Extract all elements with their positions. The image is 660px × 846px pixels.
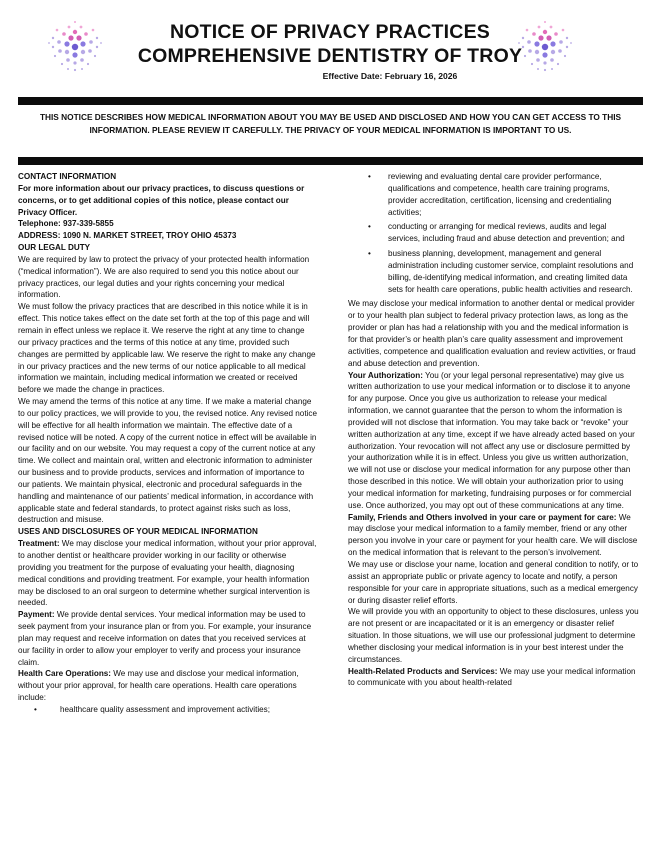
- family-label: Family, Friends and Others involved in your care or payment for care:: [348, 512, 617, 522]
- intro-statement: THIS NOTICE DESCRIBES HOW MEDICAL INFORMATION ABOUT YOU MAY BE USED AND DISCLOSED AND HOW YOU CAN GET ACCESS TO THIS INFORMATION. PLEASE REVIEW IT CAREFULLY. THE PRIVACY OF YOUR MEDICAL INFORMATION IS IMPORTANT TO US.: [39, 112, 622, 135]
- list-item: • conducting or arranging for medical reviews, audits and legal services, including fraud and abuse detection and prevention; and: [348, 221, 640, 245]
- hco-text: We may use and disclose your medical information, without your prior approval, for health care operations. Health care operations include:: [18, 669, 299, 703]
- list-item: • reviewing and evaluating dental care provider performance, qualifications and competence, health care training programs, provider accreditation, certification, licensing and credentialing activities;: [348, 171, 640, 218]
- legal-duty-paragraph-1: We are required by law to protect the privacy of your protected health information (“medical information”). We are also required to send you this notice about our privacy practices, our legal duties and your rights concerning your medical information.: [18, 254, 310, 300]
- divider-bar-top: [18, 97, 643, 105]
- treatment-text: We may disclose your medical information, without your prior approval, to another dentist or healthcare provider working in our facility or otherwise providing you treatment for the purpose of evaluating your health, diagnosing medical conditions and providing treatment. For example, your health information may be disclosed to an oral surgeon to determine whether surgical intervention is needed.: [18, 539, 317, 608]
- legal-duty-paragraph-3: We may amend the terms of this notice at any time. If we make a material change to our policy practices, we will provide to you, the revised notice. Any revised notice will be effective for all health information we maintain. The effective date of a revised notice will be noted. A copy of the current notice in effect will be available in our facility and on our website. You may request a copy of the current notice at any time. We collect and maintain oral, written and electronic information to administer our business and to provide products, services and information of importance to our patients. We maintain physical, electronic and procedural safeguards in the handling and maintenance of our patients’ medical information, in accordance with applicable state and federal standards, to protect against risks such as loss, destruction and misuse.: [18, 397, 317, 525]
- hco-label: Health Care Operations:: [18, 669, 112, 679]
- family-paragraph: [348, 512, 640, 559]
- address: ADDRESS: 1090 N. MARKET STREET, TROY OHIO 45373: [18, 231, 237, 241]
- family-text: We may disclose your medical information to a family member, friend or any other person you involve in your care or payment for your health care. We will disclose on the medical information that is relevant to the person’s involvement.: [348, 512, 638, 558]
- contact-heading: CONTACT INFORMATION: [18, 172, 117, 181]
- disclose-paragraph: We may disclose your medical information to another dental or medical provider or to your health plan subject to federal privacy protection laws, as long as the provider or plan has had a relationship with you and the medical information is for that provider’s or health plan’s care quality assessment and improvement activities, competence and qualification evaluation and review activities, or fraud and abuse detection and prevention.: [348, 299, 636, 368]
- payment-paragraph: [18, 609, 318, 668]
- document-header: [0, 20, 660, 81]
- effective-date: Effective Date: February 16, 2026: [322, 71, 458, 81]
- treatment-paragraph: [18, 538, 318, 609]
- list-item: • healthcare quality assessment and improvement activities;: [18, 704, 318, 716]
- legal-duty-heading: OUR LEGAL DUTY: [18, 243, 91, 253]
- notice-title: NOTICE OF PRIVACY PRACTICES: [170, 21, 490, 43]
- health-care-operations-paragraph: [18, 668, 318, 704]
- hco-bullet-list: [18, 704, 318, 716]
- health-related-text: We may use your medical information to communicate with you about health-related: [348, 666, 636, 688]
- right-column: [348, 171, 640, 689]
- uses-disclosures-heading: USES AND DISCLOSURES OF YOUR MEDICAL INFORMATION: [18, 527, 258, 537]
- treatment-label: Treatment:: [18, 539, 60, 549]
- operations-bullet-list: [348, 171, 640, 295]
- authorization-label: Your Authorization:: [348, 370, 423, 380]
- divider-bar-bottom: [18, 157, 643, 165]
- authorization-text: You (or your legal personal representative) may give us written authorization to use your medical information or to disclose it to anyone for any purpose. Once you give us authorization to release your medical information, we cannot guarantee that the person to whom the information is provided will not disclose that information. You may take back or “revoke” your written authorization at any time, except if we have already acted based on your authorization. Your revocation will not affect any use or disclosure permitted by your authorization while it is in effect. Unless you give us written authorization, we will not use or disclose your medical information for any purpose other than those described in this notice. We will obtain your authorization prior to using your medical information for marketing, fundraising purposes or for commercial use. Once authorized, you may opt out of these communications at any time.: [348, 370, 635, 510]
- payment-text: We provide dental services. Your medical information may be used to seek payment from your insurance plan or from you. For example, your insurance plan may request and receive information on dates that you received services at our facility in order to allow your employer to verify and process your insurance claim.: [18, 610, 312, 667]
- list-item: • business planning, development, management and general administration including customer service, complaint resolutions and billing, de-identifying medical information, and creating limited data sets for health care operations, public health activities and research.: [348, 248, 640, 295]
- health-related-label: Health-Related Products and Services:: [348, 666, 498, 676]
- legal-duty-paragraph-2: We must follow the privacy practices that are described in this notice while it is in effect. This notice takes effect on the date set forth at the top of this page and will remain in effect unless we replace it. We reserve the right at any time to change our privacy practices and the terms of this notice at any time, provided such changes are permitted by applicable law. We reserve the right to make any change in our privacy practices and the new terms of our notice applicable to all medical information we maintain, including medical information we created or received before we made the change in practices.: [18, 302, 316, 395]
- health-related-paragraph: [348, 666, 640, 690]
- practice-name: COMPREHENSIVE DENTISTRY OF TROY: [137, 45, 523, 67]
- payment-label: Payment:: [18, 610, 55, 620]
- contact-text: For more information about our privacy practices, to discuss questions or concerns, or to get additional copies of this notice, please contact our Privacy Officer.: [18, 183, 305, 217]
- telephone: Telephone: 937-339-5855: [18, 219, 114, 229]
- family-paragraph-3: We will provide you with an opportunity to object to these disclosures, unless you are not present or are incapacitated or it is an emergency or disaster relief situation. In those situations, we will use our professional judgment to determine whether disclosing your medical information is in your best interest under the circumstances.: [348, 607, 639, 664]
- left-column: [18, 171, 318, 716]
- family-paragraph-2: We may use or disclose your name, location and general condition to notify, or to assist an appropriate public or private agency to locate and notify, a person responsible for your care in appropriate situations, such as a medical emergency or during disaster relief efforts.: [348, 560, 639, 605]
- authorization-paragraph: [348, 370, 640, 512]
